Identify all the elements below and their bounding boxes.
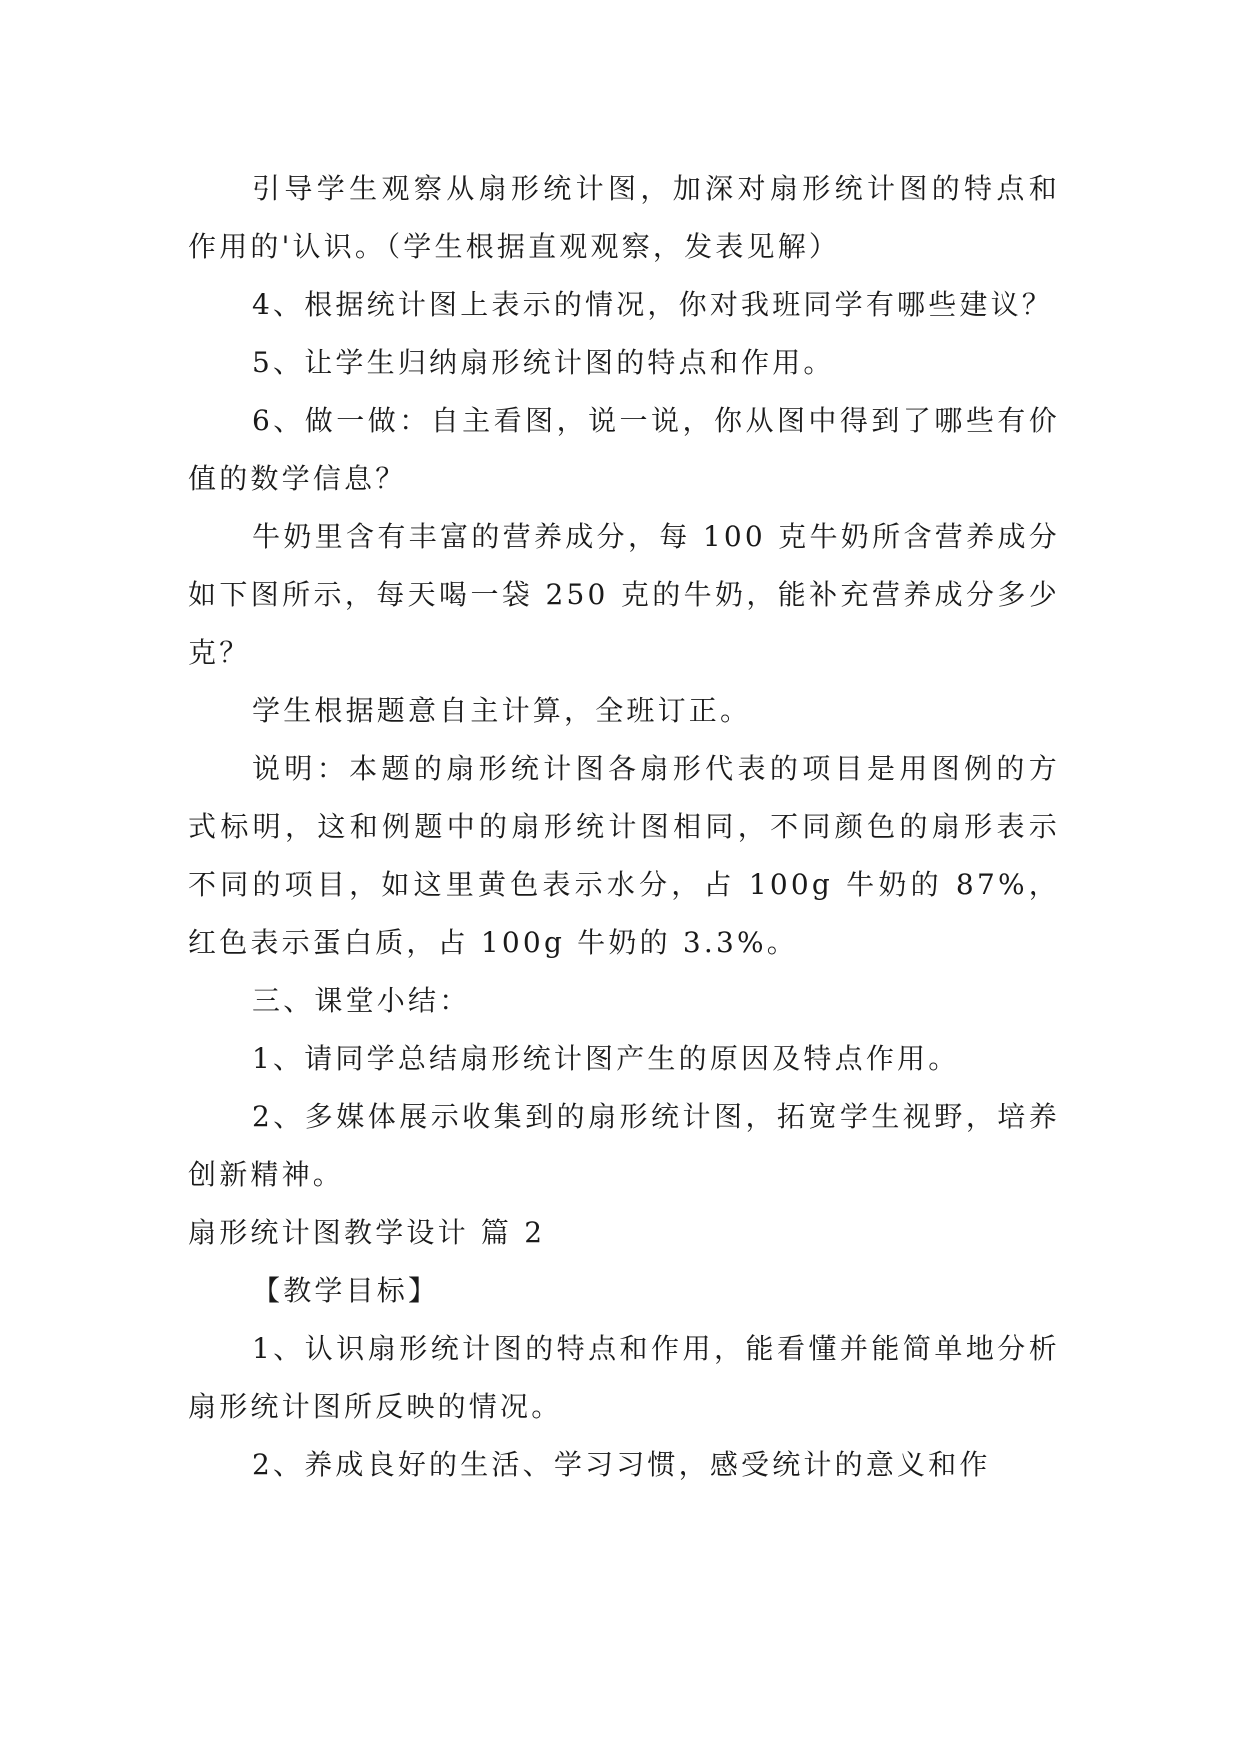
paragraph-calc: 学生根据题意自主计算，全班订正。	[252, 694, 752, 727]
paragraph-summary-1: 1、请同学总结扇形统计图产生的原因及特点作用。	[252, 1042, 960, 1075]
paragraph-item-5: 5、让学生归纳扇形统计图的特点和作用。	[252, 346, 835, 379]
paragraph-item-4: 4、根据统计图上表示的情况，你对我班同学有哪些建议？	[252, 288, 1054, 321]
document-body	[188, 160, 1060, 1494]
paragraph-observe: 引导学生观察从扇形统计图，加深对扇形统计图的特点和作用的'认识。（学生根据直观观察，发表见解）	[188, 172, 1060, 263]
paragraph-goal-2: 2、养成良好的生活、学习习惯，感受统计的意义和作	[252, 1448, 991, 1481]
paragraph-summary-heading: 三、课堂小结：	[252, 984, 471, 1017]
paragraph-item-6: 6、做一做：自主看图，说一说，你从图中得到了哪些有价值的数学信息？	[188, 404, 1060, 495]
paragraph-milk: 牛奶里含有丰富的营养成分，每 100 克牛奶所含营养成分如下图所示，每天喝一袋 250 克的牛奶，能补充营养成分多少克？	[188, 520, 1060, 669]
paragraph-explanation: 说明：本题的扇形统计图各扇形代表的项目是用图例的方式标明，这和例题中的扇形统计图相同，不同颜色的扇形表示不同的项目，如这里黄色表示水分，占 100g 牛奶的 87%，红色表示蛋白质，占 100g 牛奶的 3.3%。	[188, 752, 1060, 959]
section-title: 扇形统计图教学设计 篇 2	[188, 1216, 546, 1249]
paragraph-summary-2: 2、多媒体展示收集到的扇形统计图，拓宽学生视野，培养创新精神。	[188, 1100, 1060, 1191]
paragraph-goal-1: 1、认识扇形统计图的特点和作用，能看懂并能简单地分析扇形统计图所反映的情况。	[188, 1332, 1060, 1423]
paragraph-goals-heading: 【教学目标】	[252, 1274, 440, 1307]
